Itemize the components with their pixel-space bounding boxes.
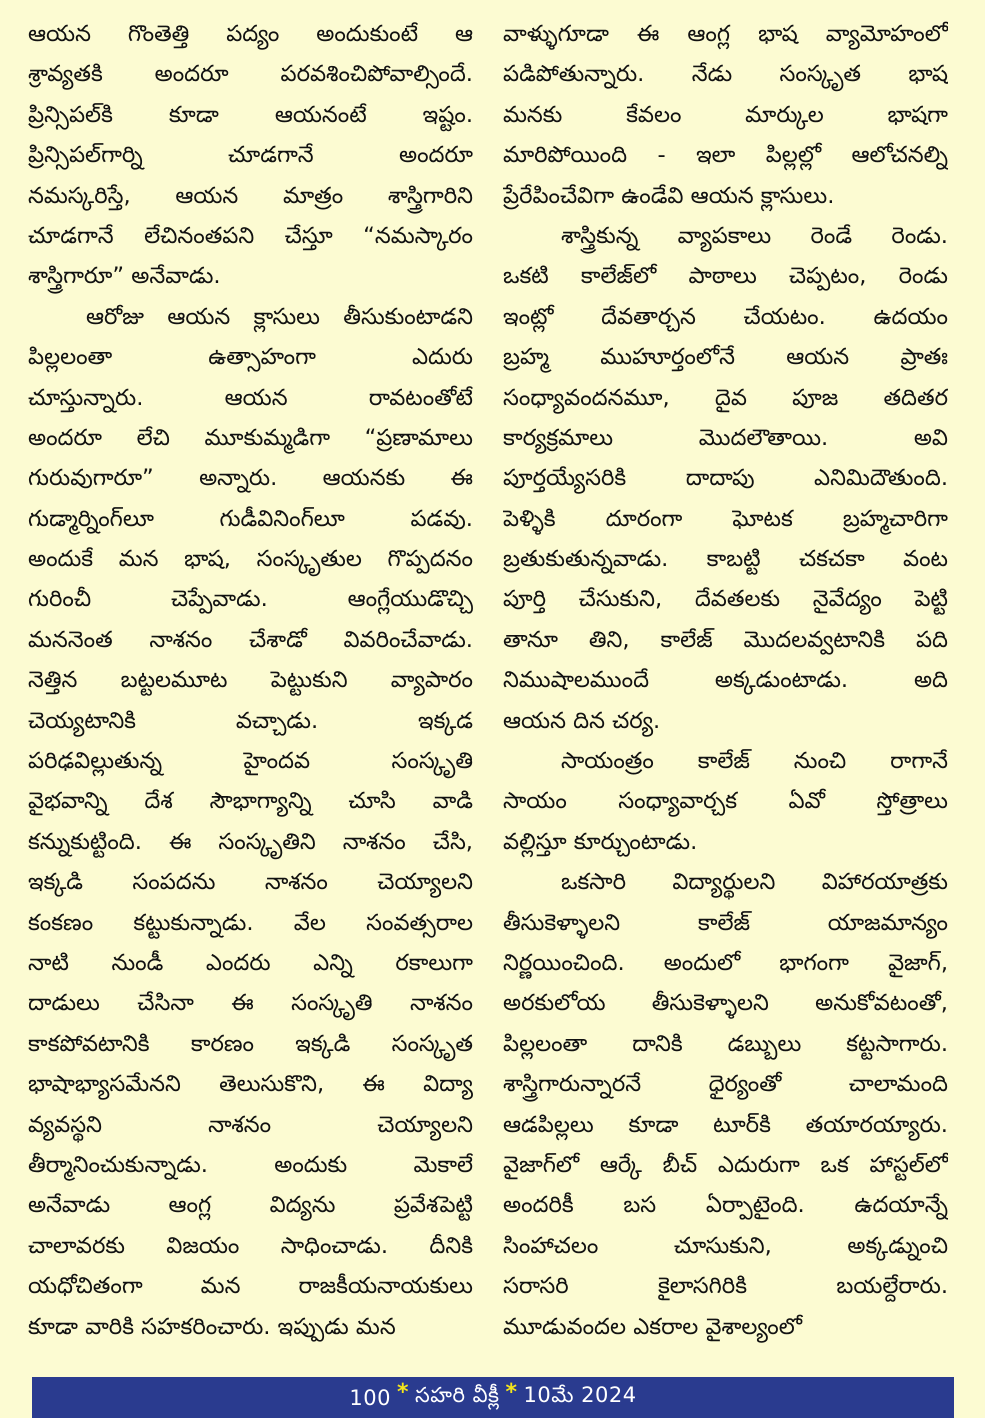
star-right: * <box>505 1380 518 1405</box>
right-column-line: ఇంట్లో దేవతార్చన చేయటం. ఉదయం <box>503 303 948 330</box>
right-column-line: సింహాచలం చూసుకుని, అక్కడ్నుంచి <box>503 1232 948 1259</box>
right-column-line: వల్లిస్తూ కూర్చుంటాడు. <box>503 828 698 855</box>
right-column-line: ఆడపిల్లలు కూడా టూర్‌కి తయారయ్యారు. <box>503 1111 948 1138</box>
left-column-line: మననెంత నాశనం చేశాడో వివరించేవాడు. <box>28 626 473 653</box>
left-column-line: గుడ్మార్నింగ్‌లూ గుడీవినింగ్‌లూ పడవు. <box>28 505 473 532</box>
star-left: * <box>397 1380 410 1405</box>
left-column-line: కన్నుకుట్టింది. ఈ సంస్కృతిని నాశనం చేసి, <box>28 828 473 855</box>
right-column-line: వాళ్ళుగూడా ఈ ఆంగ్ల భాష వ్యామోహంలో <box>503 21 948 47</box>
right-column-line: పూర్తి చేసుకుని, దేవతలకు నైవేద్యం పెట్టి <box>503 586 948 613</box>
left-column-line: చెయ్యటానికి వచ్చాడు. ఇక్కడ <box>28 707 473 734</box>
right-column-line: కార్యక్రమాలు మొదలౌతాయి. అవి <box>503 424 948 451</box>
right-column-line: తానూ తిని, కాలేజ్ మొదలవ్వటానికి పది <box>503 626 948 653</box>
left-column-line: చూస్తున్నారు. ఆయన రావటంతోటే <box>28 384 473 411</box>
left-column-line: కాకపోవటానికి కారణం ఇక్కడి సంస్కృత <box>28 1030 473 1057</box>
footer-bar <box>32 1377 954 1418</box>
left-column-line: శ్రావ్యతకి అందరూ పరవశించిపోవాల్సిందే. <box>28 61 473 88</box>
right-column <box>503 14 948 1347</box>
left-column-line: వ్యవస్థని నాశనం చెయ్యాలని <box>28 1111 473 1138</box>
left-column-line: నాటి నుండీ ఎందరు ఎన్ని రకాలుగా <box>28 949 473 976</box>
right-column-line: బ్రహ్మ ముహూర్తంలోనే ఆయన ప్రాతః <box>503 344 948 371</box>
right-column-line: నిర్ణయించింది. అందులో భాగంగా వైజాగ్, <box>503 949 948 976</box>
right-column-line: పెళ్ళికి దూరంగా ఘోటక బ్రహ్మచారిగా <box>503 505 948 532</box>
left-column-line: అందరూ లేచి మూకుమ్మడిగా “ప్రణామాలు <box>28 424 473 451</box>
left-column <box>28 14 473 1347</box>
right-column-line: బ్రతుకుతున్నవాడు. కాబట్టి చకచకా వంట <box>503 546 948 573</box>
right-column-line: పడిపోతున్నారు. నేడు సంస్కృత భాష <box>503 61 948 88</box>
right-column-line: నిముషాలముందే అక్కడుంటాడు. అది <box>503 667 948 694</box>
left-column-line: చాలావరకు విజయం సాధించాడు. దీనికి <box>28 1232 473 1259</box>
page-number: 100 <box>349 1385 392 1410</box>
left-column-line: తీర్మానించుకున్నాడు. అందుకు మెకాలే <box>28 1151 473 1178</box>
left-column-line: భాషాభ్యాసమేనని తెలుసుకొని, ఈ విద్యా <box>28 1071 473 1098</box>
left-column-line: శాస్త్రిగారూ” అనేవాడు. <box>28 263 221 290</box>
left-column-line: పిల్లలంతా ఉత్సాహంగా ఎదురు <box>28 344 473 371</box>
left-column-line: గురువుగారూ” అన్నారు. ఆయనకు ఈ <box>28 465 473 492</box>
right-column-line: మనకు కేవలం మార్కుల భాషగా <box>503 101 948 128</box>
right-column-line: శాస్త్రిగారున్నారనే ధైర్యంతో చాలామంది <box>503 1071 948 1098</box>
right-column-line: ఆయన దిన చర్య. <box>503 707 661 734</box>
right-column-line: ఒకసారి విద్యార్థులని విహారయాత్రకు <box>561 869 948 896</box>
left-column-line: ఇక్కడి సంపదను నాశనం చెయ్యాలని <box>28 869 473 896</box>
right-column-line: పూర్తయ్యేసరికి దాదాపు ఎనిమిదౌతుంది. <box>503 465 948 492</box>
left-column-line: అందుకే మన భాష, సంస్కృతుల గొప్పదనం <box>28 546 473 573</box>
left-column-line: దాడులు చేసినా ఈ సంస్కృతి నాశనం <box>28 990 473 1017</box>
left-column-line: కూడా వారికి సహకరించారు. ఇప్పుడు మన <box>28 1313 396 1340</box>
right-column-line: సరాసరి కైలాసగిరికి బయల్దేరారు. <box>503 1273 948 1300</box>
right-column-line: వైజాగ్‌లో ఆర్కే బీచ్ ఎదురుగా ఒక హాస్టల్‌లో <box>503 1151 948 1178</box>
right-column-line: సాయంత్రం కాలేజ్ నుంచి రాగానే <box>561 748 948 775</box>
left-column-line: అనేవాడు ఆంగ్ల విద్యను ప్రవేశపెట్టి <box>28 1192 473 1219</box>
right-column-line: శాస్త్రికున్న వ్యాపకాలు రెండే రెండు. <box>561 222 948 249</box>
right-column-line: పిల్లలంతా దానికి డబ్బులు కట్టసాగారు. <box>503 1030 948 1057</box>
left-column-line: కంకణం కట్టుకున్నాడు. వేల సంవత్సరాల <box>28 909 473 936</box>
right-column-line: అరకులోయ తీసుకెళ్ళాలని అనుకోవటంతో, <box>503 990 948 1017</box>
right-column-line: మూడువందల ఎకరాల వైశాల్యంలో <box>503 1313 802 1340</box>
right-column-line: ఒకటి కాలేజ్‌లో పాఠాలు చెప్పటం, రెండు <box>503 263 948 290</box>
left-column-line: ప్రిన్సిపల్‌కి కూడా ఆయనంటే ఇష్టం. <box>28 101 473 128</box>
left-column-line: గురించీ చెప్పేవాడు. ఆంగ్లేయుడొచ్చి <box>28 586 473 613</box>
left-column-line: ఆరోజు ఆయన క్లాసులు తీసుకుంటాడని <box>86 303 473 330</box>
left-column-line: ఆయన గొంతెత్తి పద్యం అందుకుంటే ఆ <box>28 21 473 47</box>
left-column-line: చూడగానే లేచినంతపని చేస్తూ “నమస్కారం <box>28 222 473 249</box>
left-column-line: నమస్కరిస్తే, ఆయన మాత్రం శాస్త్రిగారిని <box>28 182 473 209</box>
left-column-line: నెత్తిన బట్టలమూట పెట్టుకుని వ్యాపారం <box>28 667 473 694</box>
left-column-line: యధోచితంగా మన రాజకీయనాయకులు <box>28 1273 473 1300</box>
right-column-line: సంధ్యావందనమూ, దైవ పూజ తదితర <box>503 384 948 411</box>
publication-name: సహరి వీక్లీ <box>415 1382 500 1407</box>
right-column-line: మారిపోయింది - ఇలా పిల్లల్లో ఆలోచనల్ని <box>503 142 948 169</box>
right-column-line: అందరికీ బస ఏర్పాటైంది. ఉదయాన్నే <box>503 1192 948 1219</box>
right-column-line: ప్రేరేపించేవిగా ఉండేవి ఆయన క్లాసులు. <box>503 182 835 209</box>
right-column-line: తీసుకెళ్ళాలని కాలేజ్ యాజమాన్యం <box>503 909 948 936</box>
left-column-line: పరిఢవిల్లుతున్న హైందవ సంస్కృతి <box>28 748 473 775</box>
issue-date: 10మే 2024 <box>523 1382 637 1407</box>
left-column-line: వైభవాన్ని దేశ సౌభాగ్యాన్ని చూసి వాడి <box>28 788 473 815</box>
right-column-line: సాయం సంధ్యావార్చక ఏవో స్తోత్రాలు <box>503 788 948 815</box>
left-column-line: ప్రిన్సిపల్‌గార్ని చూడగానే అందరూ <box>28 142 473 169</box>
